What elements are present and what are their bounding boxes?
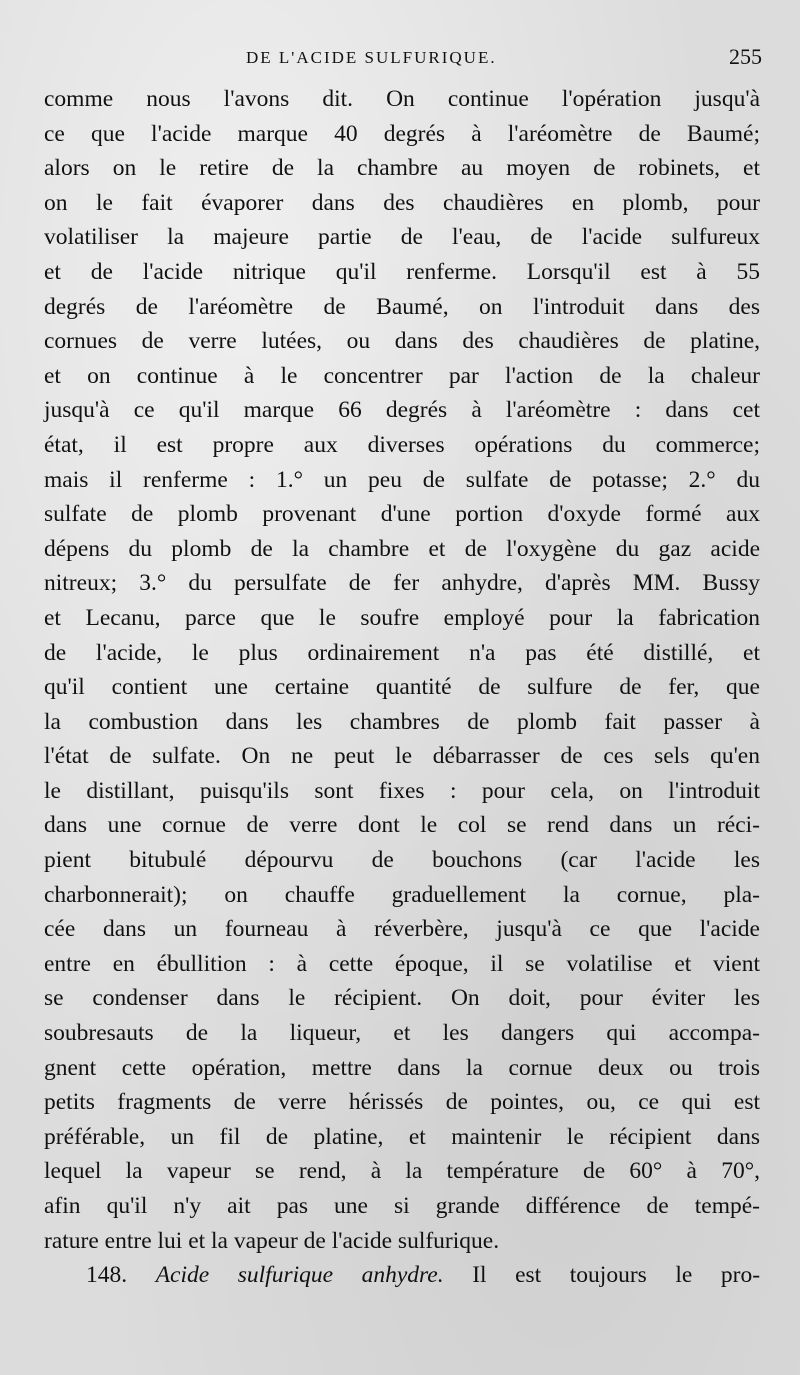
text-line: cée dans un fourneau à réverbère, jusqu'à ce que l'acide [44,916,760,943]
text-line: ce que l'acide marque 40 degrés à l'aréomètre de Baumé; [44,120,760,147]
page-number: 255 [729,44,762,69]
text-line: le distillant, puisqu'ils sont fixes : pour cela, on l'introduit [44,777,760,804]
text-line: état, il est propre aux diverses opérations du commerce; [44,431,760,458]
text-line: pient bitubulé dépourvu de bouchons (car l'acide les [44,847,760,874]
paragraph-148-first-line [44,1258,760,1293]
running-head [0,44,800,84]
text-line: alors on le retire de la chambre au moyen de robinets, et [44,155,760,182]
text-line: qu'il contient une certaine quantité de sulfure de fer, que [44,674,760,701]
text-line: mais il renferme : 1.° un peu de sulfate de potasse; 2.° du [44,466,760,493]
text-line: comme nous l'avons dit. On continue l'opération jusqu'à [44,86,760,112]
text-line: rature entre lui et la vapeur de l'acide sulfurique. [44,1227,500,1254]
text-line: la combustion dans les chambres de plomb fait passer à [44,708,760,735]
text-line: de l'acide, le plus ordinairement n'a pas été distillé, et [44,639,760,666]
text-line: préférable, un fil de platine, et maintenir le récipient dans [44,1123,760,1150]
text-line: nitreux; 3.° du persulfate de fer anhydre, d'après MM. Bussy [44,570,760,597]
text-line: afin qu'il n'y ait pas une si grande différence de tempé- [44,1193,760,1219]
text-line: lequel la vapeur se rend, à la température de 60° à 70°, [44,1158,760,1185]
text-line: soubresauts de la liqueur, et les dangers qui accompa- [44,1020,760,1047]
text-line: on le fait évaporer dans des chaudières en plomb, pour [44,189,760,216]
running-title: DE L'ACIDE SULFURIQUE. [246,48,497,67]
paragraph-number: 148. [86,1262,128,1289]
text-line: degrés de l'aréomètre de Baumé, on l'introduit dans des [44,293,760,320]
text-line: entre en ébullition : à cette époque, il se volatilise et vient [44,950,760,977]
text-line: dans une cornue de verre dont le col se rend dans un réci- [44,812,760,839]
text-line: cornues de verre lutées, ou dans des chaudières de platine, [44,328,760,355]
text-body [44,82,760,1293]
text-line: gnent cette opération, mettre dans la cornue deux ou trois [44,1054,760,1081]
text-line: se condenser dans le récipient. On doit, pour éviter les [44,985,760,1012]
text-line: et Lecanu, parce que le soufre employé pour la fabrication [44,604,760,631]
text-line: petits fragments de verre hérissés de pointes, ou, ce qui est [44,1089,760,1116]
text-line: charbonnerait); on chauffe graduellement la cornue, pla- [44,881,760,908]
paragraph-text: Il est toujours le pro- [472,1262,761,1289]
text-line: et de l'acide nitrique qu'il renferme. Lorsqu'il est à 55 [44,258,760,285]
text-line: et on continue à le concentrer par l'action de la chaleur [44,362,760,389]
paragraph-title: Acide sulfurique anhydre. [155,1262,444,1289]
text-line: jusqu'à ce qu'il marque 66 degrés à l'aréomètre : dans cet [44,397,760,424]
text-line: l'état de sulfate. On ne peut le débarrasser de ces sels qu'en [44,743,760,770]
text-line: dépens du plomb de la chambre et de l'oxygène du gaz acide [44,535,760,562]
text-line: sulfate de plomb provenant d'une portion d'oxyde formé aux [44,501,760,528]
text-line: volatiliser la majeure partie de l'eau, de l'acide sulfureux [44,224,760,251]
paragraph-147 [44,82,760,1258]
